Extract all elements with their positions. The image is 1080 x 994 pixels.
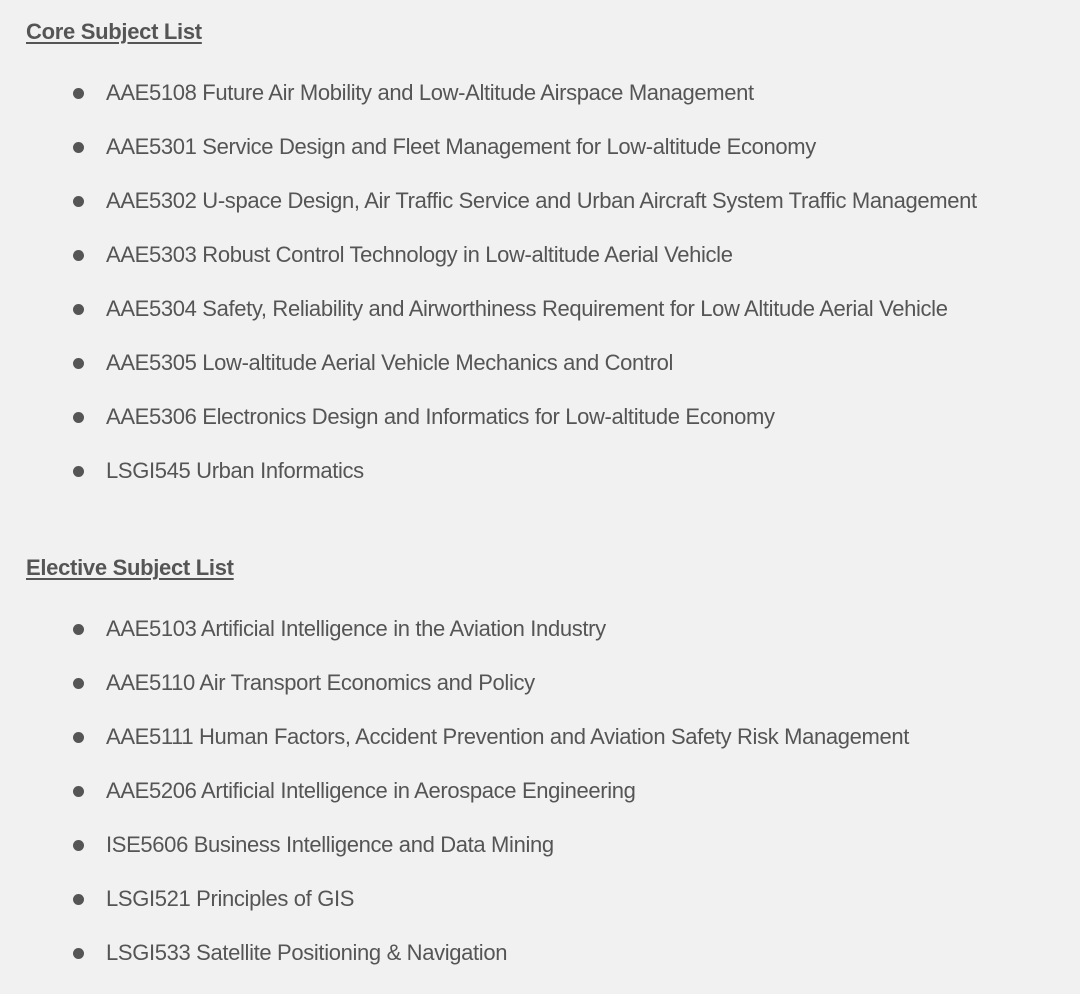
bullet-icon <box>73 894 84 905</box>
core-subject-list-heading: Core Subject List <box>26 19 202 44</box>
subject-label: AAE5303 Robust Control Technology in Low-altitude Aerial Vehicle <box>106 242 733 267</box>
bullet-icon <box>73 304 84 315</box>
list-item <box>0 457 1080 511</box>
list-item <box>0 79 1080 133</box>
bullet-icon <box>73 786 84 797</box>
subject-label: AAE5103 Artificial Intelligence in the Aviation Industry <box>106 616 606 641</box>
subject-label: AAE5110 Air Transport Economics and Policy <box>106 670 535 695</box>
elective-subject-list <box>0 615 1080 993</box>
list-item <box>0 187 1080 241</box>
core-subject-list <box>0 79 1080 511</box>
subject-label: LSGI521 Principles of GIS <box>106 886 355 911</box>
bullet-icon <box>73 840 84 851</box>
subject-label: LSGI545 Urban Informatics <box>106 458 364 483</box>
list-item <box>0 133 1080 187</box>
list-item <box>0 939 1080 993</box>
subject-label: AAE5301 Service Design and Fleet Management for Low-altitude Economy <box>106 134 816 159</box>
list-item <box>0 723 1080 777</box>
subject-label: ISE5606 Business Intelligence and Data Mining <box>106 832 554 857</box>
subject-label: AAE5304 Safety, Reliability and Airworthiness Requirement for Low Altitude Aerial Vehicle <box>106 296 948 321</box>
list-item <box>0 615 1080 669</box>
list-item <box>0 349 1080 403</box>
subject-label: AAE5111 Human Factors, Accident Prevention and Aviation Safety Risk Management <box>106 724 910 749</box>
bullet-icon <box>73 948 84 959</box>
subject-label: AAE5206 Artificial Intelligence in Aerospace Engineering <box>106 778 636 803</box>
bullet-icon <box>73 732 84 743</box>
bullet-icon <box>73 624 84 635</box>
elective-subject-list-heading: Elective Subject List <box>26 555 234 580</box>
list-item <box>0 831 1080 885</box>
subject-label: AAE5108 Future Air Mobility and Low-Altitude Airspace Management <box>106 80 754 105</box>
bullet-icon <box>73 250 84 261</box>
list-item <box>0 669 1080 723</box>
list-item <box>0 777 1080 831</box>
bullet-icon <box>73 358 84 369</box>
subject-label: LSGI533 Satellite Positioning & Navigation <box>106 940 508 965</box>
bullet-icon <box>73 142 84 153</box>
bullet-icon <box>73 196 84 207</box>
list-item <box>0 241 1080 295</box>
subject-label: AAE5306 Electronics Design and Informatics for Low-altitude Economy <box>106 404 775 429</box>
bullet-icon <box>73 466 84 477</box>
subject-label: AAE5302 U-space Design, Air Traffic Service and Urban Aircraft System Traffic Management <box>106 188 977 213</box>
bullet-icon <box>73 412 84 423</box>
list-item <box>0 885 1080 939</box>
bullet-icon <box>73 678 84 689</box>
bullet-icon <box>73 88 84 99</box>
list-item <box>0 403 1080 457</box>
list-item <box>0 295 1080 349</box>
subject-label: AAE5305 Low-altitude Aerial Vehicle Mechanics and Control <box>106 350 674 375</box>
